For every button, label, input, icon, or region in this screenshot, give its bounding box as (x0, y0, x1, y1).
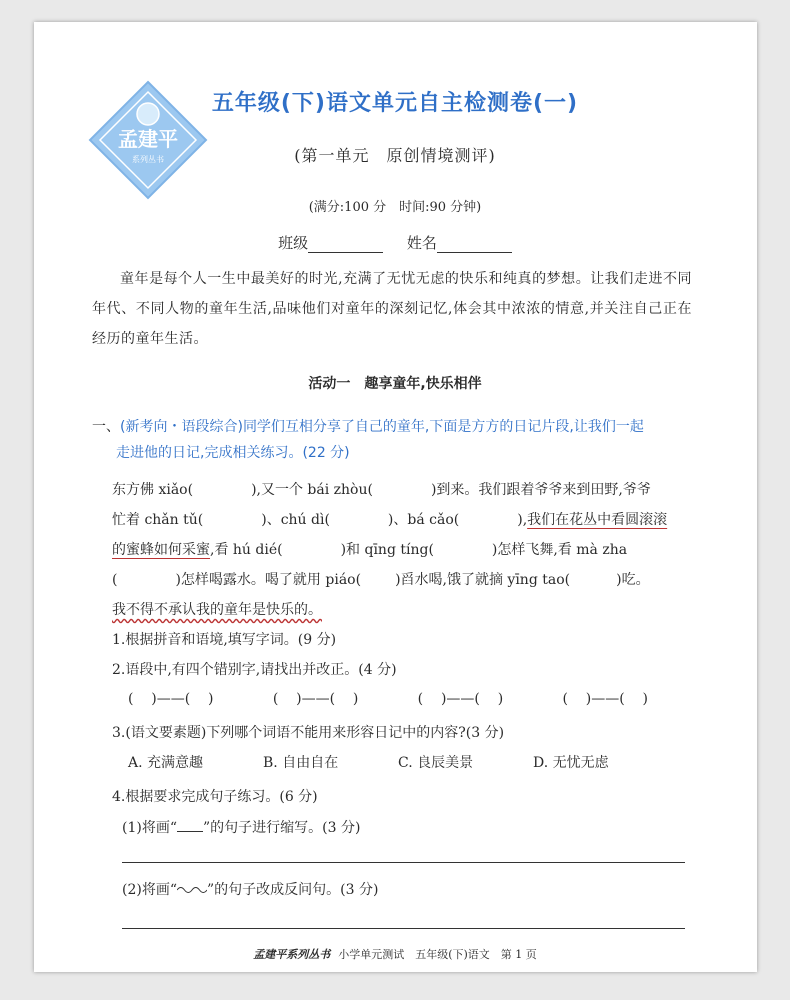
diary-row-3 (112, 535, 692, 565)
correction-pair[interactable]: ( )——( ) (417, 691, 504, 707)
option-b[interactable]: B. 自由自在 (263, 755, 339, 771)
activity-title: 活动一 趣享童年,快乐相伴 (308, 376, 482, 392)
question-1 (92, 414, 697, 466)
question-number: 一、 (92, 419, 120, 435)
answer-line-2[interactable] (122, 928, 685, 929)
diary-text: 东方佛 xiǎo( (112, 482, 194, 498)
diary-text: )怎样喝露水。喝了就用 piáo( (175, 572, 362, 588)
intro-paragraph: 童年是每个人一生中最美好的时光,充满了无忧无虑的快乐和纯真的梦想。让我们走进不同年代、不同人物的童年生活,品味他们对童年的深刻记忆,体会其中浓浓的情意,并关注自己正在经历的童年生活。 (92, 271, 692, 347)
footer-series: 孟建平系列丛书 (253, 948, 331, 961)
option-d[interactable]: D. 无忧无虑 (533, 755, 609, 771)
question-text-1: 同学们互相分享了自己的童年,下面是方方的日记片段,让我们一起 (242, 419, 644, 435)
correction-pair[interactable]: ( )——( ) (272, 691, 359, 707)
question-tag: (新考向・语段综合) (120, 419, 243, 435)
sub-question-3: 3.(语文要素题)下列哪个词语不能用来形容日记中的内容?(3 分) (112, 725, 505, 741)
correction-pairs (128, 691, 648, 707)
diary-text: )到来。我们跟着爷爷来到田野,爷爷 (430, 482, 651, 498)
class-label: 班级 (278, 234, 309, 252)
diary-text: )、chú dì( (261, 512, 330, 528)
underlined-sentence: 的蜜蜂如何采蜜 (112, 542, 210, 558)
class-name-line (0, 232, 790, 253)
correction-pair[interactable]: ( )——( ) (562, 691, 648, 707)
diary-text: 忙着 chǎn tǔ( (112, 512, 204, 528)
diary-text: )怎样飞舞,看 mà zha (491, 542, 628, 558)
diary-text: )和 qīng tíng( (340, 542, 434, 558)
name-label: 姓名 (406, 234, 437, 252)
diary-passage (112, 475, 692, 625)
option-a[interactable]: A. 充满意趣 (128, 755, 204, 771)
diary-text: ),又一个 bái zhòu( (251, 482, 373, 498)
diary-text: )吃。 (616, 572, 650, 588)
diary-row-1 (112, 475, 692, 505)
page-title: 五年级(下)语文单元自主检测卷(一) (211, 91, 579, 116)
diary-text: ( (112, 572, 118, 588)
wavy-underline-mark-icon (177, 882, 207, 898)
score-info: (满分:100 分 时间:90 分钟) (308, 200, 482, 215)
name-blank[interactable] (437, 234, 512, 253)
option-c[interactable]: C. 良辰美景 (398, 755, 474, 771)
diary-row-4 (112, 565, 692, 595)
wavy-underlined-sentence: 我不得不承认我的童年是快乐的。 (112, 602, 322, 618)
page-subtitle: (第一单元 原创情境测评) (294, 146, 496, 165)
diary-text: ), (517, 512, 528, 528)
logo-text: 孟建平 (118, 127, 178, 151)
sub-question-4: 4.根据要求完成句子练习。(6 分) (112, 789, 318, 805)
page-footer (0, 946, 790, 962)
diary-row-5 (112, 595, 692, 625)
diary-text: )舀水喝,饿了就摘 yīng tao( (395, 572, 571, 588)
diary-text: )、bá cǎo( (387, 512, 460, 528)
diary-text: ,看 hú dié( (210, 542, 283, 558)
straight-underline-mark-icon (177, 819, 203, 832)
question-text-2: 走进他的日记,完成相关练习。(22 分) (116, 445, 350, 461)
sub-question-4-2: (2)将画“ ”的句子改成反问句。(3 分) (122, 882, 379, 898)
options-list (128, 752, 668, 772)
logo-subtext: 系列丛书 (132, 155, 164, 164)
answer-line-1[interactable] (122, 862, 685, 863)
sub-question-4-1: (1)将画“ ”的句子进行缩写。(3 分) (122, 820, 361, 836)
class-blank[interactable] (308, 234, 383, 253)
sub-question-1: 1.根据拼音和语境,填写字词。(9 分) (112, 632, 337, 648)
sub-question-2: 2.语段中,有四个错别字,请找出并改正。(4 分) (112, 662, 397, 678)
diary-row-2 (112, 505, 692, 535)
underlined-sentence: 我们在花丛中看圆滚滚 (527, 512, 668, 528)
correction-pair[interactable]: ( )——( ) (128, 691, 214, 707)
footer-info: 小学单元测试 五年级(下)语文 第 1 页 (338, 948, 537, 961)
